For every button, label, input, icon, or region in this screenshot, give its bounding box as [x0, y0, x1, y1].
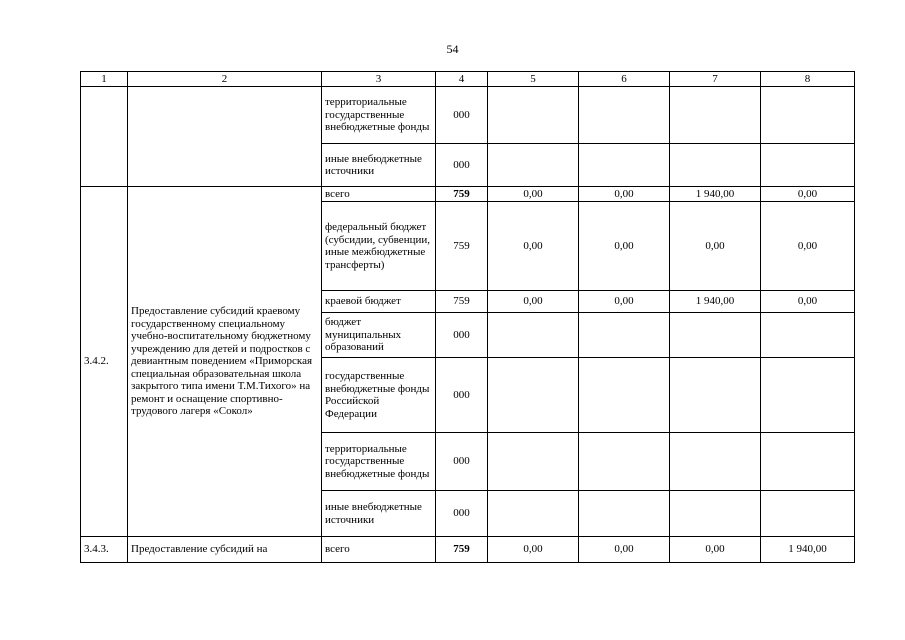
value-cell: 1 940,00: [670, 187, 761, 202]
value-cell: 0,00: [488, 202, 579, 291]
value-cell: 0,00: [579, 537, 670, 563]
value-cell: [761, 313, 855, 358]
budget-code: 000: [436, 87, 488, 144]
item-number: 3.4.2.: [81, 187, 128, 537]
funding-source: федеральный бюджет (субсидии, субвенции, иные межбюджетные трансферты): [322, 202, 436, 291]
value-cell: 0,00: [670, 202, 761, 291]
budget-code: 000: [436, 433, 488, 491]
value-cell: 0,00: [488, 187, 579, 202]
item-number-cell: [81, 87, 128, 187]
column-header-row: [81, 72, 855, 87]
budget-table: [80, 71, 855, 563]
value-cell: [761, 87, 855, 144]
value-cell: [488, 358, 579, 433]
value-cell: [488, 144, 579, 187]
item-name-cell: [128, 87, 322, 187]
funding-source: территориальные государственные внебюджетные фонды: [322, 87, 436, 144]
column-header: 8: [761, 72, 855, 87]
table-row: [81, 537, 855, 563]
item-name: Предоставление субсидий краевому государственному специальному учебно-воспитательному бюджетному учреждению для детей и подростков с девиантным поведением «Приморская специальная образовательная школа закрытого типа имени Т.М.Тихого» на ремонт и оснащение спортивно-трудового лагеря «Сокол»: [128, 187, 322, 537]
column-header: 7: [670, 72, 761, 87]
item-name: Предоставление субсидий на: [128, 537, 322, 563]
column-header: 4: [436, 72, 488, 87]
column-header: 2: [128, 72, 322, 87]
column-header: 3: [322, 72, 436, 87]
value-cell: [579, 433, 670, 491]
value-cell: [579, 358, 670, 433]
value-cell: [670, 87, 761, 144]
value-cell: [761, 144, 855, 187]
value-cell: [488, 87, 579, 144]
budget-code: 759: [436, 537, 488, 563]
value-cell: 0,00: [579, 202, 670, 291]
value-cell: [670, 358, 761, 433]
value-cell: [670, 433, 761, 491]
value-cell: 0,00: [761, 202, 855, 291]
table-row: [81, 187, 855, 202]
item-number: 3.4.3.: [81, 537, 128, 563]
value-cell: 1 940,00: [761, 537, 855, 563]
budget-code: 759: [436, 187, 488, 202]
budget-code: 000: [436, 358, 488, 433]
value-cell: [761, 358, 855, 433]
value-cell: 0,00: [579, 291, 670, 313]
funding-source: всего: [322, 187, 436, 202]
value-cell: [670, 313, 761, 358]
column-header: 6: [579, 72, 670, 87]
budget-code: 000: [436, 313, 488, 358]
value-cell: [579, 144, 670, 187]
value-cell: [579, 313, 670, 358]
value-cell: [670, 144, 761, 187]
funding-source: иные внебюджетные источники: [322, 491, 436, 537]
value-cell: [579, 87, 670, 144]
budget-code: 759: [436, 291, 488, 313]
funding-source: иные внебюджетные источники: [322, 144, 436, 187]
budget-code: 000: [436, 491, 488, 537]
funding-source: государственные внебюджетные фонды Российской Федерации: [322, 358, 436, 433]
funding-source: всего: [322, 537, 436, 563]
value-cell: 0,00: [488, 291, 579, 313]
funding-source: бюджет муниципальных образований: [322, 313, 436, 358]
column-header: 5: [488, 72, 579, 87]
funding-source: краевой бюджет: [322, 291, 436, 313]
value-cell: 0,00: [670, 537, 761, 563]
budget-code: 759: [436, 202, 488, 291]
value-cell: [488, 491, 579, 537]
value-cell: 0,00: [488, 537, 579, 563]
table-row: [81, 87, 855, 144]
value-cell: 0,00: [761, 291, 855, 313]
value-cell: 0,00: [761, 187, 855, 202]
value-cell: 1 940,00: [670, 291, 761, 313]
value-cell: [488, 433, 579, 491]
funding-source: территориальные государственные внебюджетные фонды: [322, 433, 436, 491]
value-cell: [670, 491, 761, 537]
column-header: 1: [81, 72, 128, 87]
value-cell: [761, 433, 855, 491]
page-number: 54: [446, 42, 459, 56]
value-cell: [488, 313, 579, 358]
value-cell: [579, 491, 670, 537]
value-cell: [761, 491, 855, 537]
value-cell: 0,00: [579, 187, 670, 202]
budget-code: 000: [436, 144, 488, 187]
